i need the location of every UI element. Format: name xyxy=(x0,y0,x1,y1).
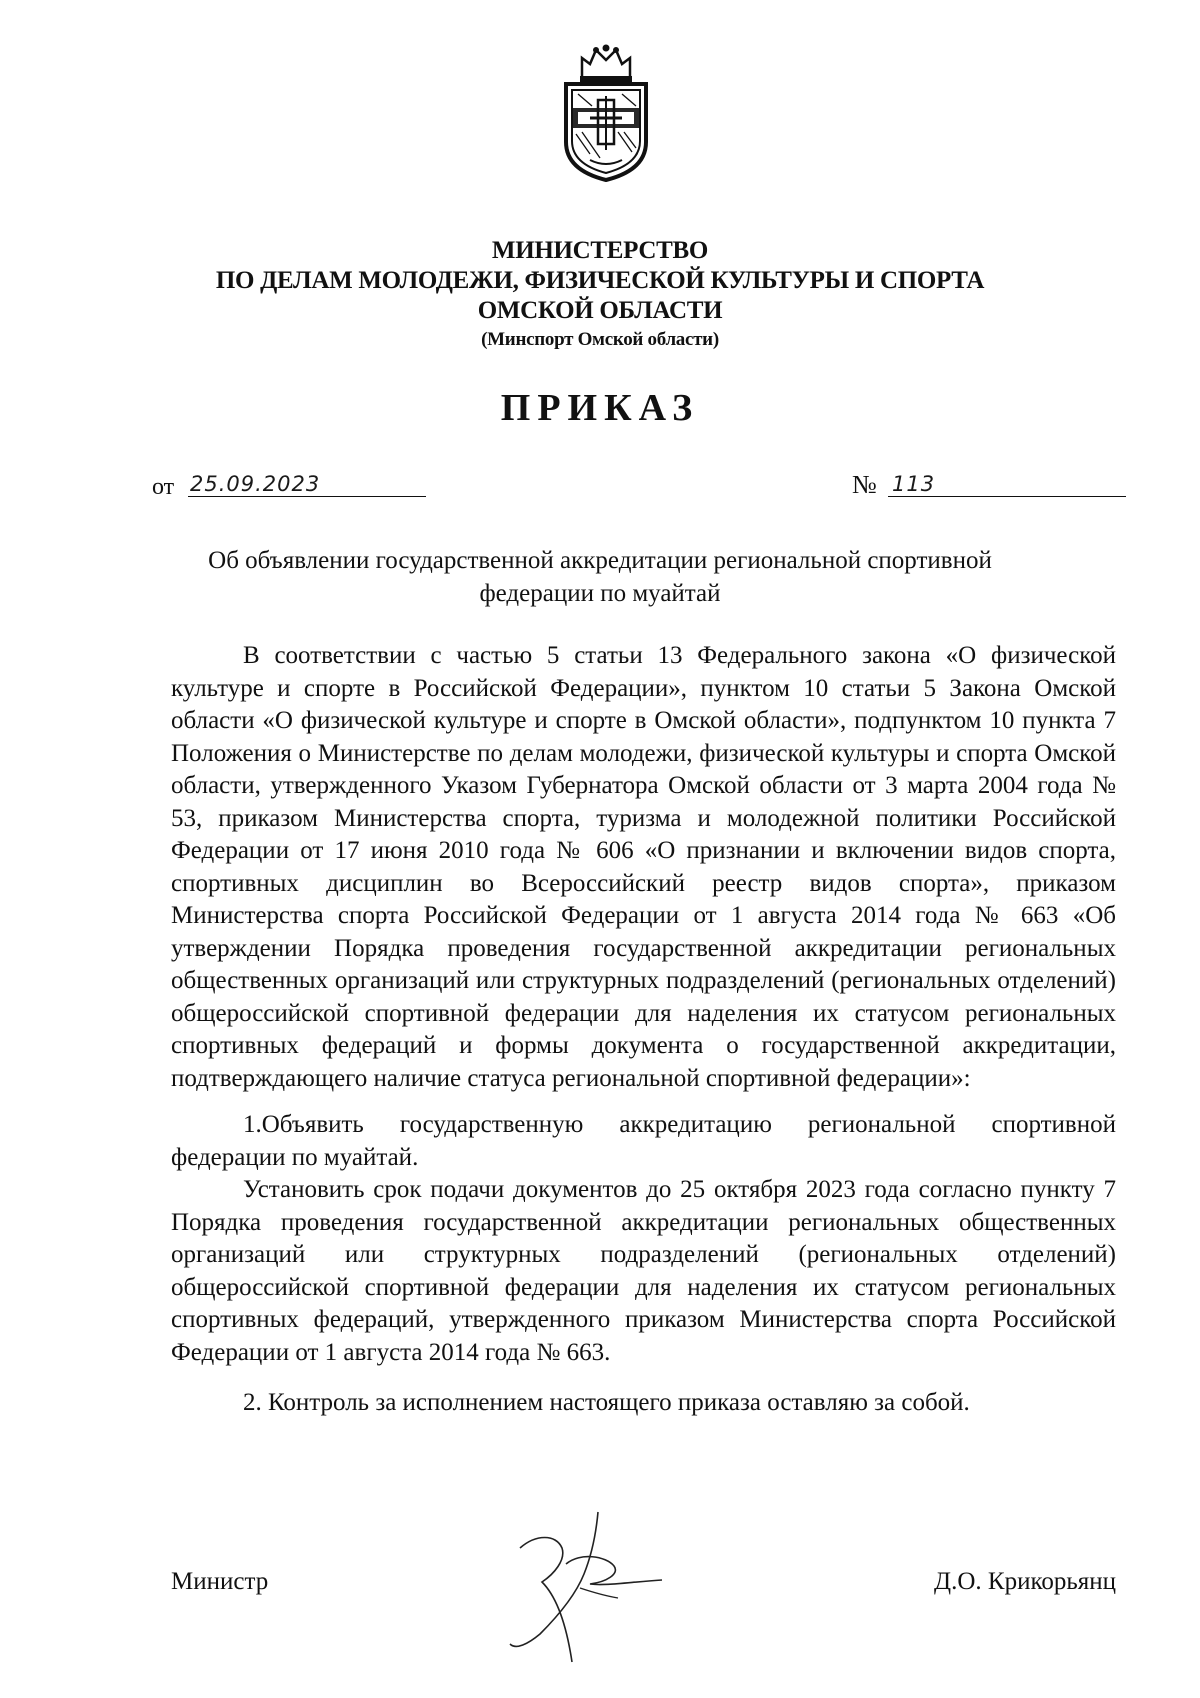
date-label: от xyxy=(152,474,175,500)
document-body xyxy=(171,640,1116,1420)
date-value: 25.09.2023 xyxy=(190,472,321,496)
document-type-title: ПРИКАЗ xyxy=(500,387,700,429)
number-value: 113 xyxy=(892,472,936,496)
item-2-paragraph: 2. Контроль за исполнением настоящего приказа оставляю за собой. xyxy=(243,1389,970,1416)
item-1-continued-paragraph: Установить срок подачи документов до 25 октября 2023 года согласно пункту 7 Порядка проведения государственной аккредитации региональных общественных организаций или структурных подразделений (региональных отделений) общероссийской спортивной федерации для наделения их статусом региональных спортивных федераций, утвержденного приказом Министерства спорта Российской Федерации от 1 августа 2014 года № 663. xyxy=(171,1176,1116,1366)
ministry-short-name: (Минспорт Омской области) xyxy=(481,329,719,350)
document-subject: Об объявлении государственной аккредитации региональной спортивной федерации по муайтай xyxy=(208,547,992,607)
signatory-role: Министр xyxy=(171,1568,269,1595)
date-field xyxy=(188,468,426,497)
signature-icon xyxy=(480,1504,680,1674)
number-field xyxy=(888,468,1126,497)
ministry-title-line-1: МИНИСТЕРСТВО xyxy=(491,237,709,264)
signatory-name: Д.О. Крикорьянц xyxy=(934,1568,1116,1595)
item-1-paragraph: 1.Объявить государственную аккредитацию региональной спортивной федерации по муайтай. xyxy=(171,1111,1116,1171)
ministry-title-line-2: ПО ДЕЛАМ МОЛОДЕЖИ, ФИЗИЧЕСКОЙ КУЛЬТУРЫ И СПОРТА xyxy=(215,267,985,294)
preamble-paragraph: В соответствии с частью 5 статьи 13 Федерального закона «О физической культуре и спорте в Российской Федерации», пунктом 10 статьи 5 Закона Омской области «О физической культуре и спорте в Омской области», подпунктом 10 пункта 7 Положения о Министерстве по делам молодежи, физической культуры и спорта Омской области, утвержденного Указом Губернатора Омской области от 3 марта 2004 года № 53, приказом Министерства спорта, туризма и молодежной политики Российской Федерации от 17 июня 2010 года № 606 «О признании и включении видов спорта, спортивных дисциплин во Всероссийский реестр видов спорта», приказом Министерства спорта Российской Федерации от 1 августа 2014 года № 663 «Об утверждении Порядка проведения государственной аккредитации региональных общественных организаций или структурных подразделений (региональных отделений) общероссийской спортивной федерации для наделения их статусом региональных спортивных федераций и формы документа о государственной аккредитации, подтверждающего наличие статуса региональной спортивной федерации»: xyxy=(171,642,1116,1092)
ministry-title-line-3: ОМСКОЙ ОБЛАСТИ xyxy=(477,297,723,324)
number-label: № xyxy=(852,470,877,499)
coat-of-arms-icon xyxy=(560,44,652,184)
